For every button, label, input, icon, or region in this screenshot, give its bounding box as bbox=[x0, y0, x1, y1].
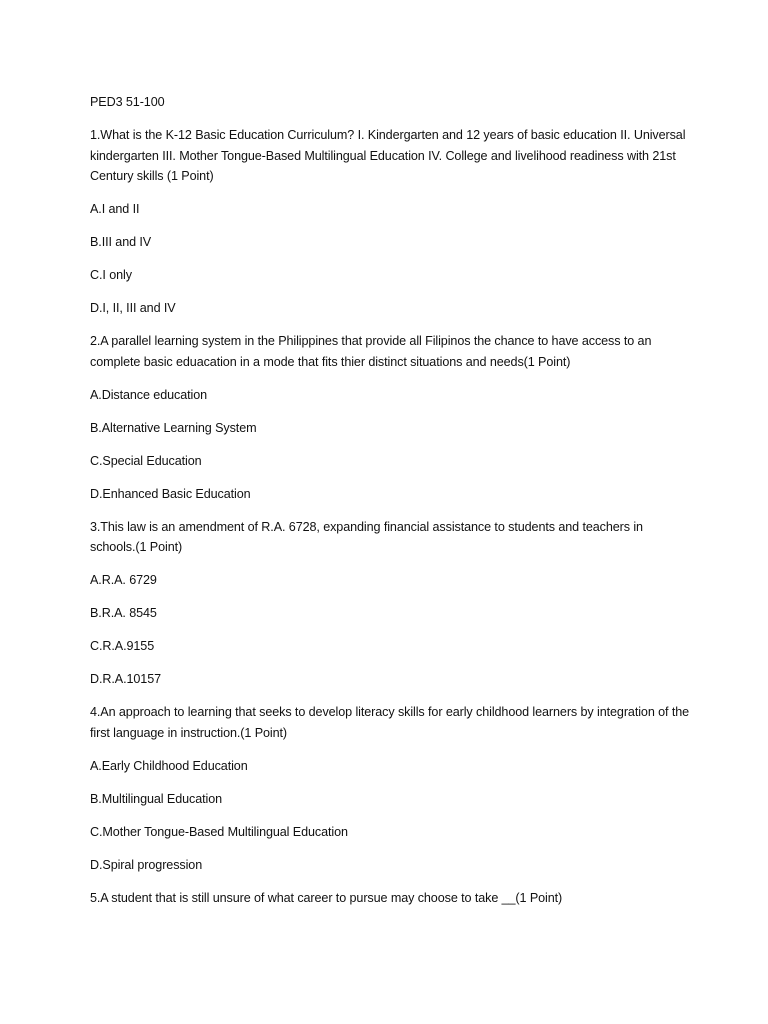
question-3-option-d: D.R.A.10157 bbox=[90, 672, 162, 686]
question-3: 3.This law is an amendment of R.A. 6728, expanding financial assistance to students and teachers in schools.(1 Point) bbox=[90, 519, 643, 554]
question-2-option-b: B.Alternative Learning System bbox=[90, 420, 257, 435]
question-4: 4.An approach to learning that seeks to develop literacy skills for early childhood learners by integration of the first language in instruction.(1 Point) bbox=[90, 705, 690, 740]
question-1-option-d: D.I, II, III and IV bbox=[90, 301, 176, 315]
question-1: 1.What is the K-12 Basic Education Curriculum? I. Kindergarten and 12 years of basic education II. Universal kindergarten III. Mother Tongue-Based Multilingual Education IV. College and livelihood readiness with 21st Century skills (1 Point) bbox=[90, 128, 686, 183]
question-4-option-b: B.Multilingual Education bbox=[90, 791, 223, 806]
question-2-option-d: D.Enhanced Basic Education bbox=[90, 486, 251, 501]
question-4-option-a: A.Early Childhood Education bbox=[90, 758, 248, 773]
question-3-option-c: C.R.A.9155 bbox=[90, 639, 155, 653]
question-5: 5.A student that is still unsure of what career to pursue may choose to take __(1 Point) bbox=[90, 890, 563, 905]
question-4-option-d: D.Spiral progression bbox=[90, 857, 203, 872]
question-1-option-b: B.III and IV bbox=[90, 235, 152, 249]
question-2-option-a: A.Distance education bbox=[90, 387, 208, 402]
document-page bbox=[90, 92, 690, 921]
question-1-option-c: C.I only bbox=[90, 268, 132, 282]
question-1-option-a: A.I and II bbox=[90, 202, 140, 216]
document-title: PED3 51-100 bbox=[90, 95, 165, 109]
question-2-option-c: C.Special Education bbox=[90, 453, 202, 468]
question-4-option-c: C.Mother Tongue-Based Multilingual Education bbox=[90, 824, 348, 839]
question-2: 2.A parallel learning system in the Philippines that provide all Filipinos the chance to have access to an complete basic eduacation in a mode that fits thier distinct situations and needs(1 Point) bbox=[90, 334, 652, 369]
question-3-option-a: A.R.A. 6729 bbox=[90, 573, 157, 587]
question-3-option-b: B.R.A. 8545 bbox=[90, 606, 157, 620]
